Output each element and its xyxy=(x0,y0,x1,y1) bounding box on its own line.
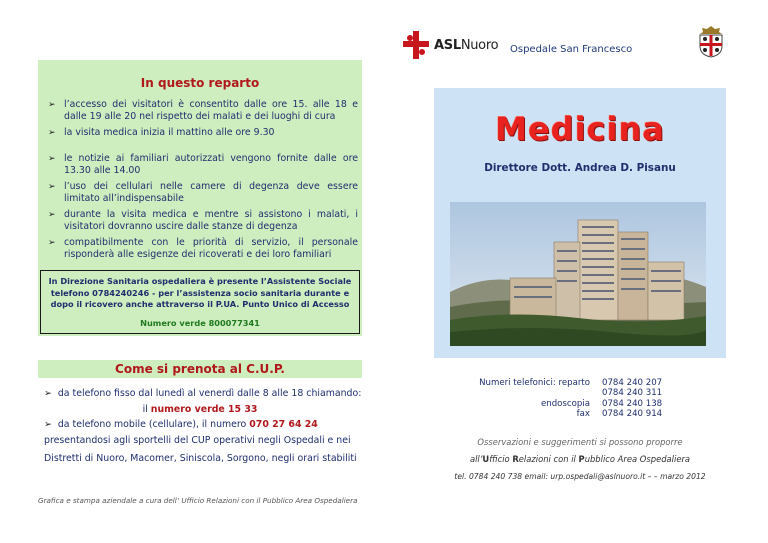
cup-line-distretti: Distretti di Nuoro, Macomer, Siniscola, Sorgono, negli orari stabiliti xyxy=(44,453,357,464)
bullet-list xyxy=(46,181,358,205)
footer-credits: Grafica e stampa aziendale a cura dell’ Ufficio Relazioni con il Pubblico Area Ospedaliera xyxy=(38,496,358,505)
bullet-list xyxy=(46,127,358,139)
hospital-photo xyxy=(450,202,706,346)
asl-logo-text: ASLNuoro xyxy=(434,38,499,53)
list-item: ➢ la visita medica inizia il mattino alle ore 9.30 xyxy=(46,127,358,139)
hospital-name: Ospedale San Francesco xyxy=(510,44,633,55)
bullet-list xyxy=(46,209,358,233)
bullet-arrow-icon: ➢ xyxy=(44,419,52,430)
bullet-list xyxy=(46,237,358,261)
sardinia-crest-icon xyxy=(696,24,726,58)
asl-cross-icon xyxy=(402,30,430,60)
department-title: Medicina xyxy=(495,110,665,148)
list-item: ➢ durante la visita medica e mentre si assistono i malati, i visitatori dovranno uscire dalle stanze di degenza xyxy=(46,209,358,233)
contact-line: tel. 0784 240 738 email: urp.ospedali@aslnuoro.it – – marzo 2012 xyxy=(454,472,706,481)
numero-verde: Numero verde 800077341 xyxy=(140,318,260,328)
bullet-arrow-icon: ➢ xyxy=(44,388,52,399)
director-name: Direttore Dott. Andrea D. Pisanu xyxy=(484,162,676,174)
asl-logo xyxy=(402,30,498,60)
direzione-text: In Direzione Sanitaria ospedaliera è presente l’Assistente Sociale telefono 0784240246 - per l’assistenza socio sanitaria durante e dopo il ricovero anche attraverso il P.UA. Punto Unico di Accesso xyxy=(48,276,352,309)
list-item: ➢ le notizie ai familiari autorizzati vengono fornite dalle ore 13.30 alle 14.00 xyxy=(46,153,358,177)
cup-fixed-number: il numero verde 15 33 xyxy=(142,404,258,415)
list-item: ➢ compatibilmente con le priorità di servizio, il personale risponderà alle esigenze dei ricoverati e dei loro familiari xyxy=(46,237,358,261)
list-item: ➢ l’uso dei cellulari nelle camere di degenza deve essere limitato all’indispensabile xyxy=(46,181,358,205)
reparto-title: In questo reparto xyxy=(140,76,260,90)
table-row: endoscopia 0784 240 138 xyxy=(540,398,663,409)
urp-line: all’Ufficio Relazioni con il Pubblico Area Ospedaliera xyxy=(469,454,691,464)
cup-line-sportelli: presentandosi agli sportelli del CUP operativi negli Ospedali e nei xyxy=(44,435,351,446)
table-row: 0784 240 311 xyxy=(602,388,663,399)
cup-title: Come si prenota al C.U.P. xyxy=(115,362,285,376)
bullet-list xyxy=(46,153,358,177)
cup-line-fixed: ➢ da telefono fisso dal lunedì al venerdì dalle 8 alle 18 chiamando: xyxy=(44,388,362,399)
osservazioni-text: Osservazioni e suggerimenti si possono proporre xyxy=(477,437,683,447)
table-row: Numeri telefonici: reparto 0784 240 207 xyxy=(479,378,663,388)
bullet-list xyxy=(46,99,358,123)
list-item: ➢ l’accesso dei visitatori è consentito dalle ore 15. alle 18 e dalle 19 alle 20 nel rispetto dei malati e dei luoghi di cura xyxy=(46,99,358,123)
table-row: fax 0784 240 914 xyxy=(576,409,663,420)
cup-line-mobile: ➢ da telefono mobile (cellulare), il numero 070 27 64 24 xyxy=(44,419,318,430)
phone-numbers xyxy=(470,378,710,420)
